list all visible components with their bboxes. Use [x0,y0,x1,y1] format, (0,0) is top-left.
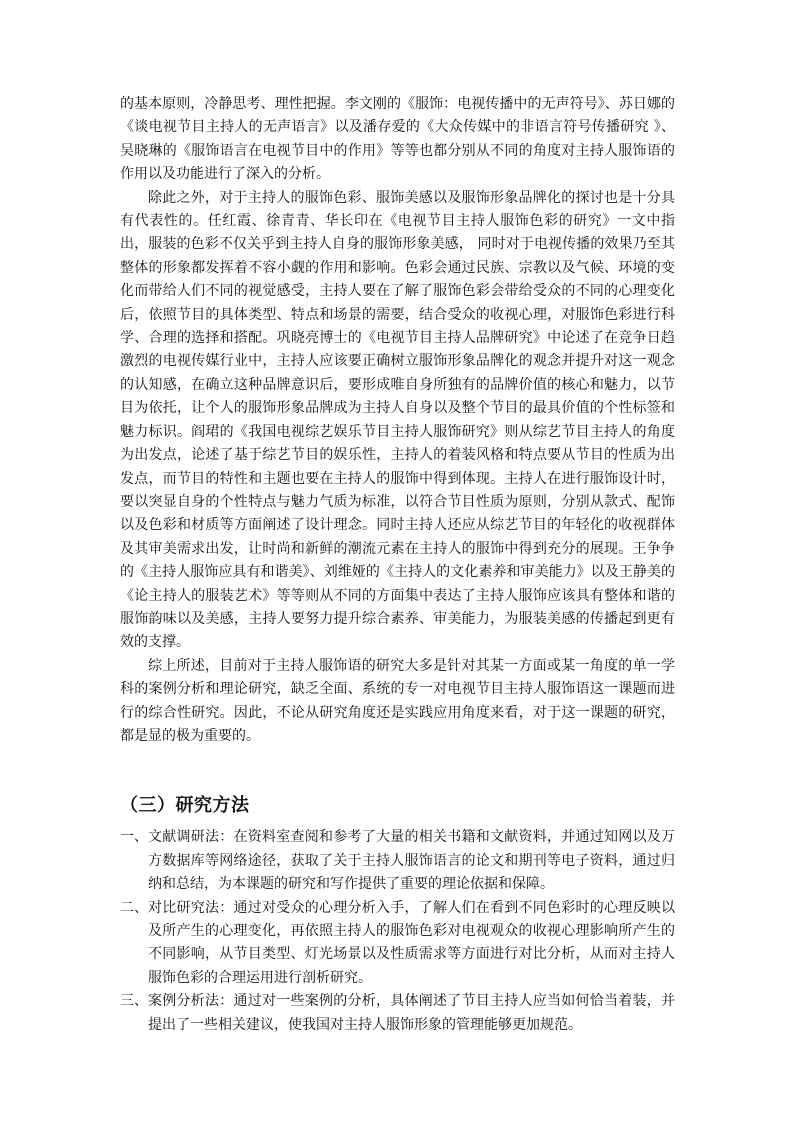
section-heading: （三）研究方法 [120,795,250,817]
list-item [120,990,675,1037]
list-item-text: 文献调研法：在资料室查阅和参考了大量的相关书籍和文献资料，并通过知网以及万方数据库等网络途径，获取了关于主持人服饰语言的论文和期刊等电子资料，通过归纳和总结，为本课题的研究和写作提供了重要的理论依据和保障。 [148,829,675,893]
list-item [120,826,675,896]
list-item-text: 案例分析法：通过对一些案例的分析，具体阐述了节目主持人应当如何恰当着装，并提出了一些相关建议，使我国对主持人服饰形象的管理能够更加规范。 [148,993,675,1033]
body-paragraph: 除此之外，对于主持人的服饰色彩、服饰美感以及服饰形象品牌化的探讨也是十分具有代表性的。任红霞、徐青青、华长印在《电视节目主持人服饰色彩的研究》一文中指出，服装的色彩不仅关乎到主持人自身的服饰形象美感， 同时对于电视传播的效果乃至其整体的形象都发挥着不容小觑的作用和影响。色彩会通过民族、宗教以及气候、环境的变化而带给人们不同的视觉感受，主持人要在了解了服饰色彩会带给受众的不同的心理变化后，依照节目的具体类型、特点和场景的需要，结合受众的收视心理，对服饰色彩进行科学、合理的选择和搭配。巩晓亮博士的《电视节目主持人品牌研究》中论述了在竞争日趋激烈的电视传媒行业中，主持人应该要正确树立服饰形象品牌化的观念并提升对这一观念的认知感，在确立这种品牌意识后，要形成唯自身所独有的品牌价值的核心和魅力，以节目为依托，让个人的服饰形象品牌成为主持人自身以及整个节目的最具价值的个性标签和魅力标识。阎珺的《我国电视综艺娱乐节目主持人服饰研究》则从综艺节目主持人的角度为出发点，论述了基于综艺节目的娱乐性，主持人的着装风格和特点要从节目的性质为出发点，而节目的特性和主题也要在主持人的服饰中得到体现。主持人在进行服饰设计时，要以突显自身的个性特点与魅力气质为标准，以符合节目性质为原则，分别从款式、配饰以及色彩和材质等方面阐述了设计理念。同时主持人还应从综艺节目的年轻化的收视群体及其审美需求出发，让时尚和新鲜的潮流元素在主持人的服饰中得到充分的展现。王争争的《主持人服饰应具有和谐美》、刘维娅的《主持人的文化素养和审美能力》以及王静美的《论主持人的服装艺术》等等则从不同的方面集中表达了主持人服饰应该具有整体和谐的服饰韵味以及美感，主持人要努力提升综合素养、审美能力，为服装美感的传播起到更有效的支撑。 [120,189,675,651]
research-method-list [120,826,675,1037]
list-item-text: 对比研究法：通过对受众的心理分析入手，了解人们在看到不同色彩时的心理反映以及所产生的心理变化，再依照主持人的服饰色彩对电视观众的收视心理影响所产生的不同影响，从节目类型、灯光场景以及性质需求等方面进行对比分析，从而对主持人服饰色彩的合理运用进行剖析研究。 [148,899,675,986]
body-paragraph: 综上所述，目前对于主持人服饰语的研究大多是针对其某一方面或某一角度的单一学科的案例分析和理论研究，缺乏全面、系统的专一对电视节目主持人服饰语这一课题而进行的综合性研究。因此，不论从研究角度还是实践应用角度来看，对于这一课题的研究，都是显的极为重要的。 [120,657,675,744]
list-item-number: 一、 [120,829,148,846]
body-paragraph: 的基本原则，冷静思考、理性把握。李文刚的《服饰：电视传播中的无声符号》、苏日娜的《谈电视节目主持人的无声语言》以及潘存爱的《大众传媒中的非语言符号传播研究 》、吴晓琳的《服饰语言在电视节目中的作用》等等也都分别从不同的角度对主持人服饰语的作用以及功能进行了深入的分析。 [120,96,675,183]
document-page [120,93,675,1037]
list-item-number: 二、 [120,899,148,916]
list-item [120,897,675,991]
list-item-number: 三、 [120,993,148,1010]
